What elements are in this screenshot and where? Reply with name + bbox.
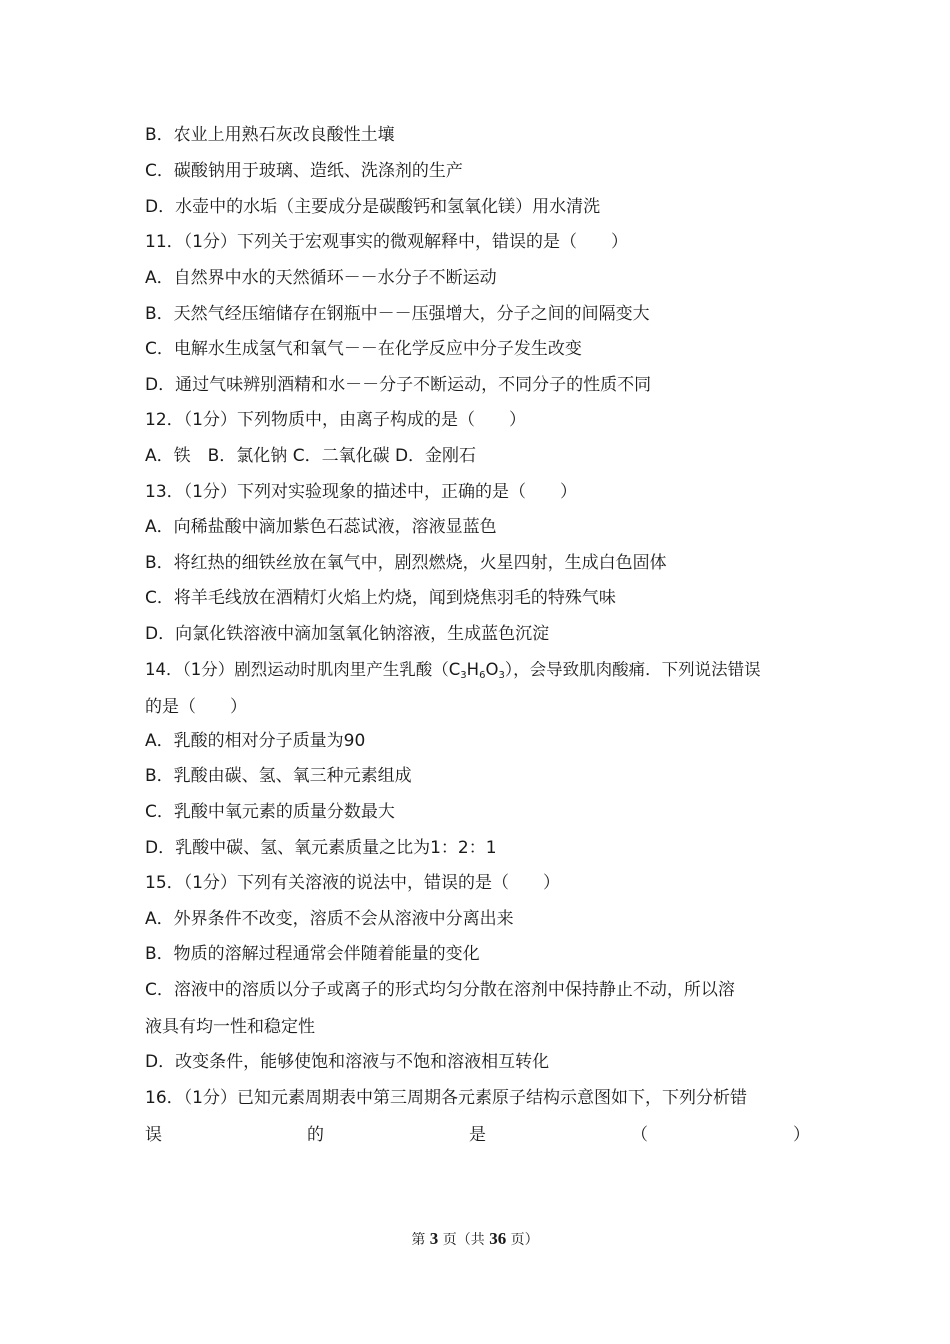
option-13-a: A．向稀盐酸中滴加紫色石蕊试液，溶液显蓝色 [145,517,497,537]
question-16-continued [145,1123,810,1147]
footer-total-pages: 36 [489,1229,507,1248]
option-13-c: C．将羊毛线放在酒精灯火焰上灼烧，闻到烧焦羽毛的特殊气味 [145,588,616,608]
question-16: 16．（1分）已知元素周期表中第三周期各元素原子结构示意图如下，下列分析错 [145,1088,747,1108]
option-10-c: C．碳酸钠用于玻璃、造纸、洗涤剂的生产 [145,161,463,181]
question-11: 11．（1分）下列关于宏观事实的微观解释中，错误的是（ ） [145,232,628,252]
option-14-c: C．乳酸中氧元素的质量分数最大 [145,802,395,822]
question-14-text-start: 14．（1分）剧烈运动时肌肉里产生乳酸（C [145,660,461,679]
footer-prefix: 第 [411,1232,426,1248]
option-10-b: B．农业上用熟石灰改良酸性土壤 [145,125,395,145]
option-15-c-continued: 液具有均一性和稳定性 [145,1017,315,1037]
option-14-b: B．乳酸由碳、氢、氧三种元素组成 [145,766,412,786]
question-14-formula-o: O [485,660,499,679]
question-13: 13．（1分）下列对实验现象的描述中，正确的是（ ） [145,482,577,502]
page-footer [0,1228,950,1251]
option-11-a: A．自然界中水的天然循环－－水分子不断运动 [145,268,497,288]
question-12: 12．（1分）下列物质中，由离子构成的是（ ） [145,410,526,430]
option-15-d: D．改变条件，能够使饱和溶液与不饱和溶液相互转化 [145,1052,550,1072]
question-16-word: 的 [307,1125,324,1145]
subscript: 6 [479,670,486,681]
option-10-d: D．水壶中的水垢（主要成分是碳酸钙和氢氧化镁）用水清洗 [145,197,601,217]
option-11-b: B．天然气经压缩储存在钢瓶中－－压强增大，分子之间的间隔变大 [145,304,650,324]
footer-middle: 页（共 [442,1232,485,1248]
option-13-d: D．向氯化铁溶液中滴加氢氧化钠溶液，生成蓝色沉淀 [145,624,550,644]
option-13-b: B．将红热的细铁丝放在氧气中，剧烈燃烧，火星四射，生成白色固体 [145,553,667,573]
option-15-a: A．外界条件不改变，溶质不会从溶液中分离出来 [145,909,514,929]
question-16-bracket-close: ） [793,1125,810,1145]
footer-suffix: 页） [510,1232,539,1248]
option-14-a: A．乳酸的相对分子质量为90 [145,731,366,751]
question-14-formula-h: H [466,660,480,679]
option-11-c: C．电解水生成氢气和氧气－－在化学反应中分子发生改变 [145,339,582,359]
option-14-d: D．乳酸中碳、氢、氧元素质量之比为1：2：1 [145,838,497,858]
subscript: 3 [498,670,505,681]
question-14-continued: 的是（ ） [145,697,247,717]
options-12: A．铁 B．氯化钠 C．二氧化碳 D．金刚石 [145,446,477,466]
question-16-word: 是 [469,1125,486,1145]
question-14 [145,658,810,682]
question-16-word: 误 [145,1125,162,1145]
subscript: 3 [460,670,467,681]
question-15: 15．（1分）下列有关溶液的说法中，错误的是（ ） [145,873,560,893]
option-11-d: D．通过气味辨别酒精和水－－分子不断运动，不同分子的性质不同 [145,375,652,395]
question-16-bracket-open: （ [631,1125,648,1145]
option-15-b: B．物质的溶解过程通常会伴随着能量的变化 [145,944,480,964]
question-14-text-end: ），会导致肌肉酸痛．下列说法错误 [504,660,761,679]
footer-page-number: 3 [429,1229,439,1248]
option-15-c: C．溶液中的溶质以分子或离子的形式均匀分散在溶剂中保持静止不动，所以溶 [145,980,735,1000]
